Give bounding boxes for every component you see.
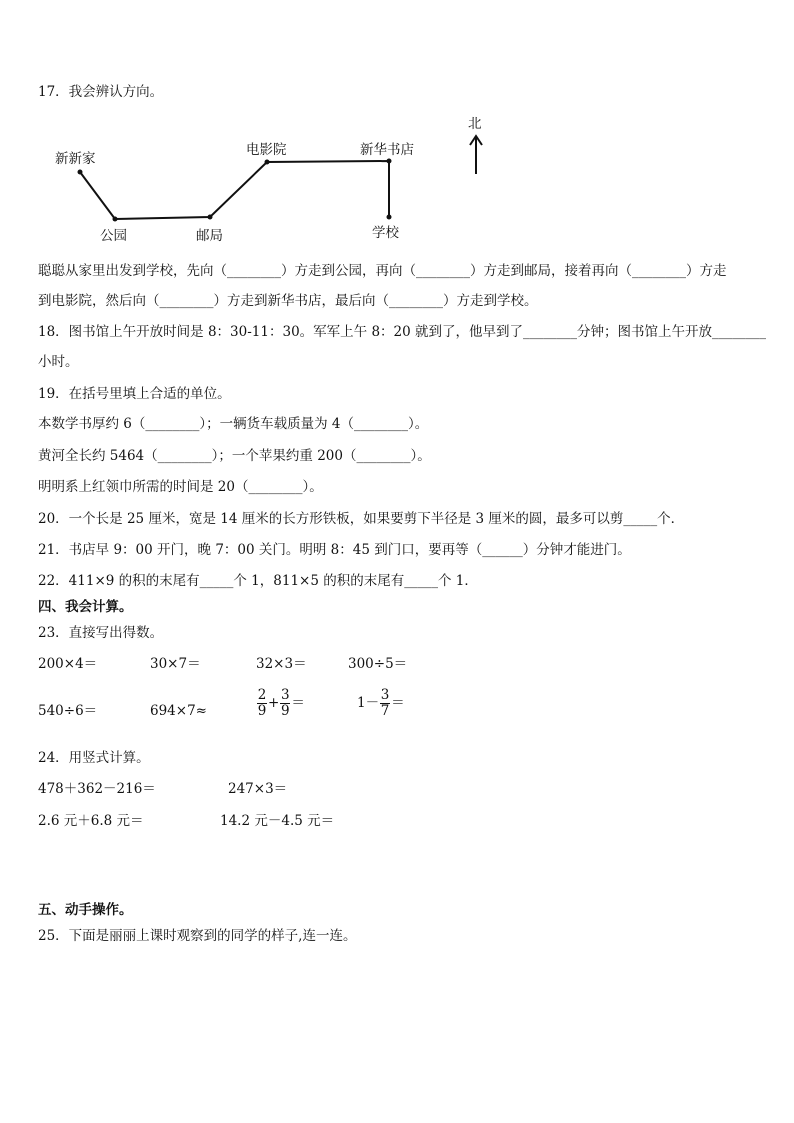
q24-item-2: 247×3＝ bbox=[228, 781, 288, 797]
q17-title: 17．我会辨认方向。 bbox=[38, 84, 164, 100]
q23-item-8-fraction-diff bbox=[357, 688, 405, 719]
section4-heading: 四、我会计算。 bbox=[38, 599, 133, 615]
section5-heading: 五、动手操作。 bbox=[38, 902, 133, 918]
equals-sign: ＝ bbox=[291, 695, 305, 711]
one-minus: 1－ bbox=[357, 695, 380, 711]
equals-sign-2: ＝ bbox=[391, 695, 405, 711]
q23-item-7-fraction-sum bbox=[256, 688, 305, 719]
q23-item-3: 32×3＝ bbox=[256, 656, 307, 672]
direction-map bbox=[0, 110, 794, 270]
q24-title: 24．用竖式计算。 bbox=[38, 750, 150, 766]
label-north: 北 bbox=[468, 116, 482, 132]
q23-item-4: 300÷5＝ bbox=[348, 656, 408, 672]
q23-title: 23．直接写出得数。 bbox=[38, 625, 164, 641]
point-bookstore bbox=[387, 159, 392, 164]
q17-text-line2: 到电影院，然后向（________）方走到新华书店，最后向（________）方走到学校。 bbox=[38, 293, 538, 309]
q23-item-6: 694×7≈ bbox=[150, 703, 207, 719]
label-post: 邮局 bbox=[196, 228, 223, 244]
q23-item-2: 30×7＝ bbox=[150, 656, 201, 672]
q17-text-line1: 聪聪从家里出发到学校，先向（________）方走到公园，再向（________）方走到邮局，接着再向（________）方走 bbox=[38, 263, 727, 279]
q19-line3: 明明系上红领巾所需的时间是 20（________）。 bbox=[38, 479, 323, 495]
label-home: 新新家 bbox=[55, 151, 96, 167]
q19-title: 19．在括号里填上合适的单位。 bbox=[38, 386, 231, 402]
q21-text: 21．书店早 9：00 开门，晚 7：00 关门。明明 8：45 到门口，要再等（______）分钟才能进门。 bbox=[38, 542, 631, 558]
point-post bbox=[208, 215, 213, 220]
point-cinema bbox=[265, 160, 270, 165]
point-park bbox=[113, 217, 118, 222]
q23-item-1: 200×4＝ bbox=[38, 656, 98, 672]
point-school bbox=[387, 215, 392, 220]
route-lines bbox=[80, 161, 389, 219]
label-cinema: 电影院 bbox=[246, 142, 287, 158]
fraction-3-7: $\frac{3}{7}$ bbox=[380, 687, 390, 719]
route-polyline bbox=[80, 161, 389, 219]
label-school: 学校 bbox=[372, 225, 399, 241]
q18-line1: 18．图书馆上午开放时间是 8：30-11：30。军军上午 8：20 就到了，他早到了________分钟；图书馆上午开放________ bbox=[38, 324, 767, 340]
q23-item-5: 540÷6＝ bbox=[38, 703, 98, 719]
label-park: 公园 bbox=[100, 228, 127, 244]
q18-line2: 小时。 bbox=[38, 354, 79, 370]
q19-line2: 黄河全长约 5464（________）；一个苹果约重 200（________）。 bbox=[38, 448, 431, 464]
point-home bbox=[78, 170, 83, 175]
label-bookstore: 新华书店 bbox=[360, 142, 414, 158]
q24-item-4: 14.2 元－4.5 元＝ bbox=[220, 813, 335, 829]
q22-text: 22．411×9 的积的末尾有_____个 1，811×5 的积的末尾有_____个 1． bbox=[38, 573, 478, 589]
q20-text: 20．一个长是 25 厘米，宽是 14 厘米的长方形铁板，如果要剪下半径是 3 厘米的圆，最多可以剪_____个． bbox=[38, 511, 685, 527]
fraction-2-9: $\frac{2}{9}$ bbox=[257, 687, 267, 719]
route-points bbox=[78, 159, 392, 222]
q24-item-1: 478＋362－216＝ bbox=[38, 781, 156, 797]
q25-text: 25．下面是丽丽上课时观察到的同学的样子,连一连。 bbox=[38, 928, 357, 944]
north-arrow-icon bbox=[470, 136, 482, 174]
q19-line1: 本数学书厚约 6（________）；一辆货车载质量为 4（________）。 bbox=[38, 416, 429, 432]
q24-item-3: 2.6 元＋6.8 元＝ bbox=[38, 813, 144, 829]
plus-sign: + bbox=[268, 695, 280, 711]
fraction-3-9: $\frac{3}{9}$ bbox=[281, 687, 290, 719]
